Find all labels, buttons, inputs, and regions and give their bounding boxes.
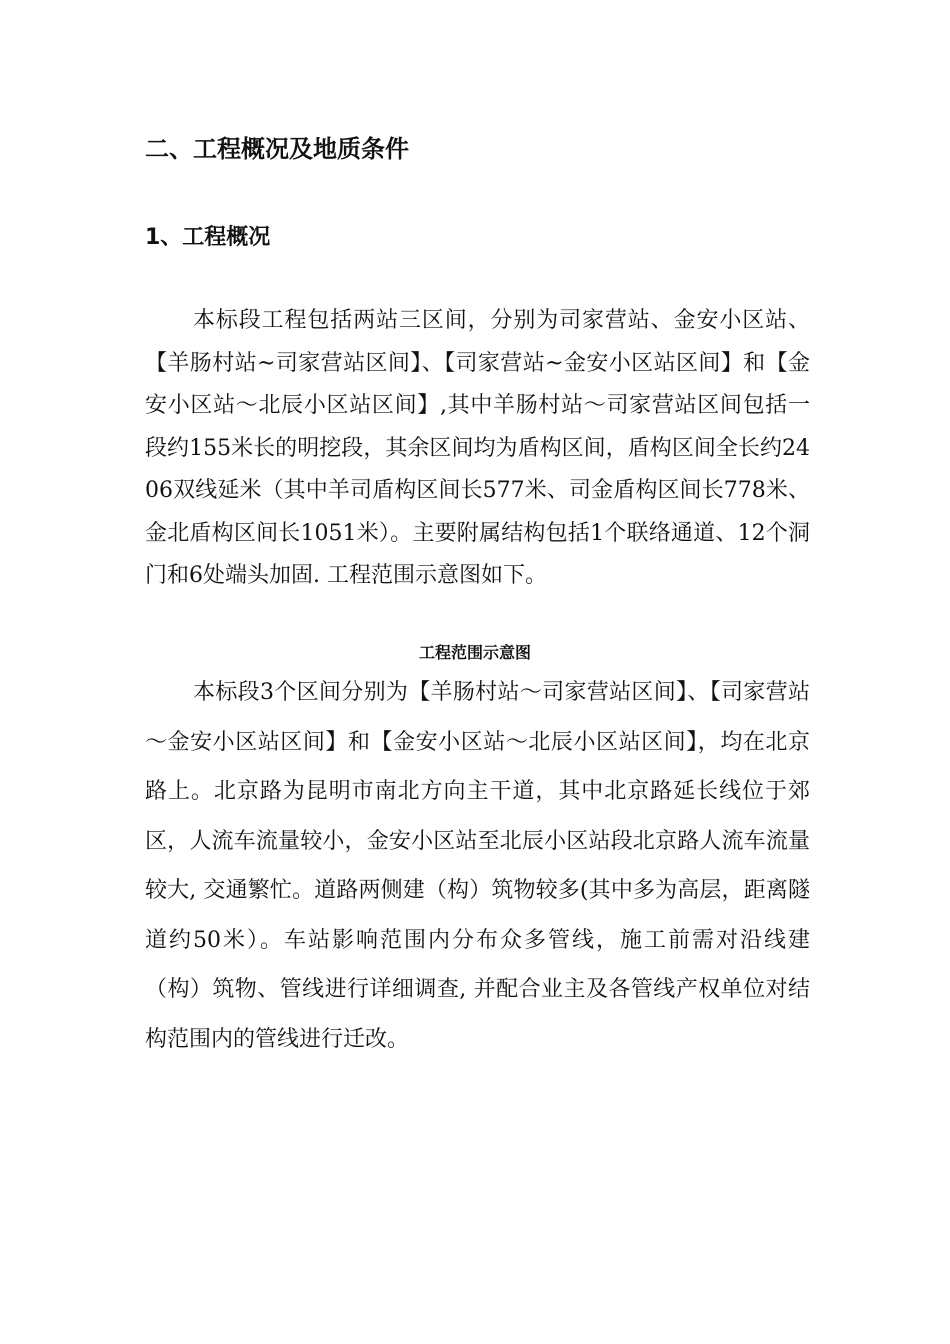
section-heading: 二、工程概况及地质条件 [145,135,409,163]
paragraph-project-overview: 本标段工程包括两站三区间，分别为司家营站、金安小区站、【羊肠村站~司家营站区间】、【司家营站~金安小区站区间】和【金安小区站～北辰小区站区间】,其中羊肠村站～司家营站区间包括一段约155米长的明挖段，其余区间均为盾构区间，盾构区间全长约2406双线延米（其中羊司盾构区间长577米、司金盾构区间长778米、金北盾构区间长1051米）。主要附属结构包括1个联络通道、12个洞门和6处端头加固. 工程范围示意图如下。 [145,308,810,588]
figure-caption: 工程范围示意图 [418,643,531,662]
subsection-heading: 1、工程概况 [145,225,271,250]
paragraph-route-description: 本标段3个区间分别为【羊肠村站～司家营站区间】、【司家营站～金安小区站区间】和【金安小区站～北辰小区站区间】，均在北京路上。北京路为昆明市南北方向主干道，其中北京路延长线位于郊区，人流车流量较小，金安小区站至北辰小区站段北京路人流车流量较大, 交通繁忙。道路两侧建（构）筑物较多(其中多为高层，距离隧道约50米）。车站影响范围内分布众多管线，施工前需对沿线建（构）筑物、管线进行详细调查, 并配合业主及各管线产权单位对结构范围内的管线进行迁改。 [145,680,810,1052]
